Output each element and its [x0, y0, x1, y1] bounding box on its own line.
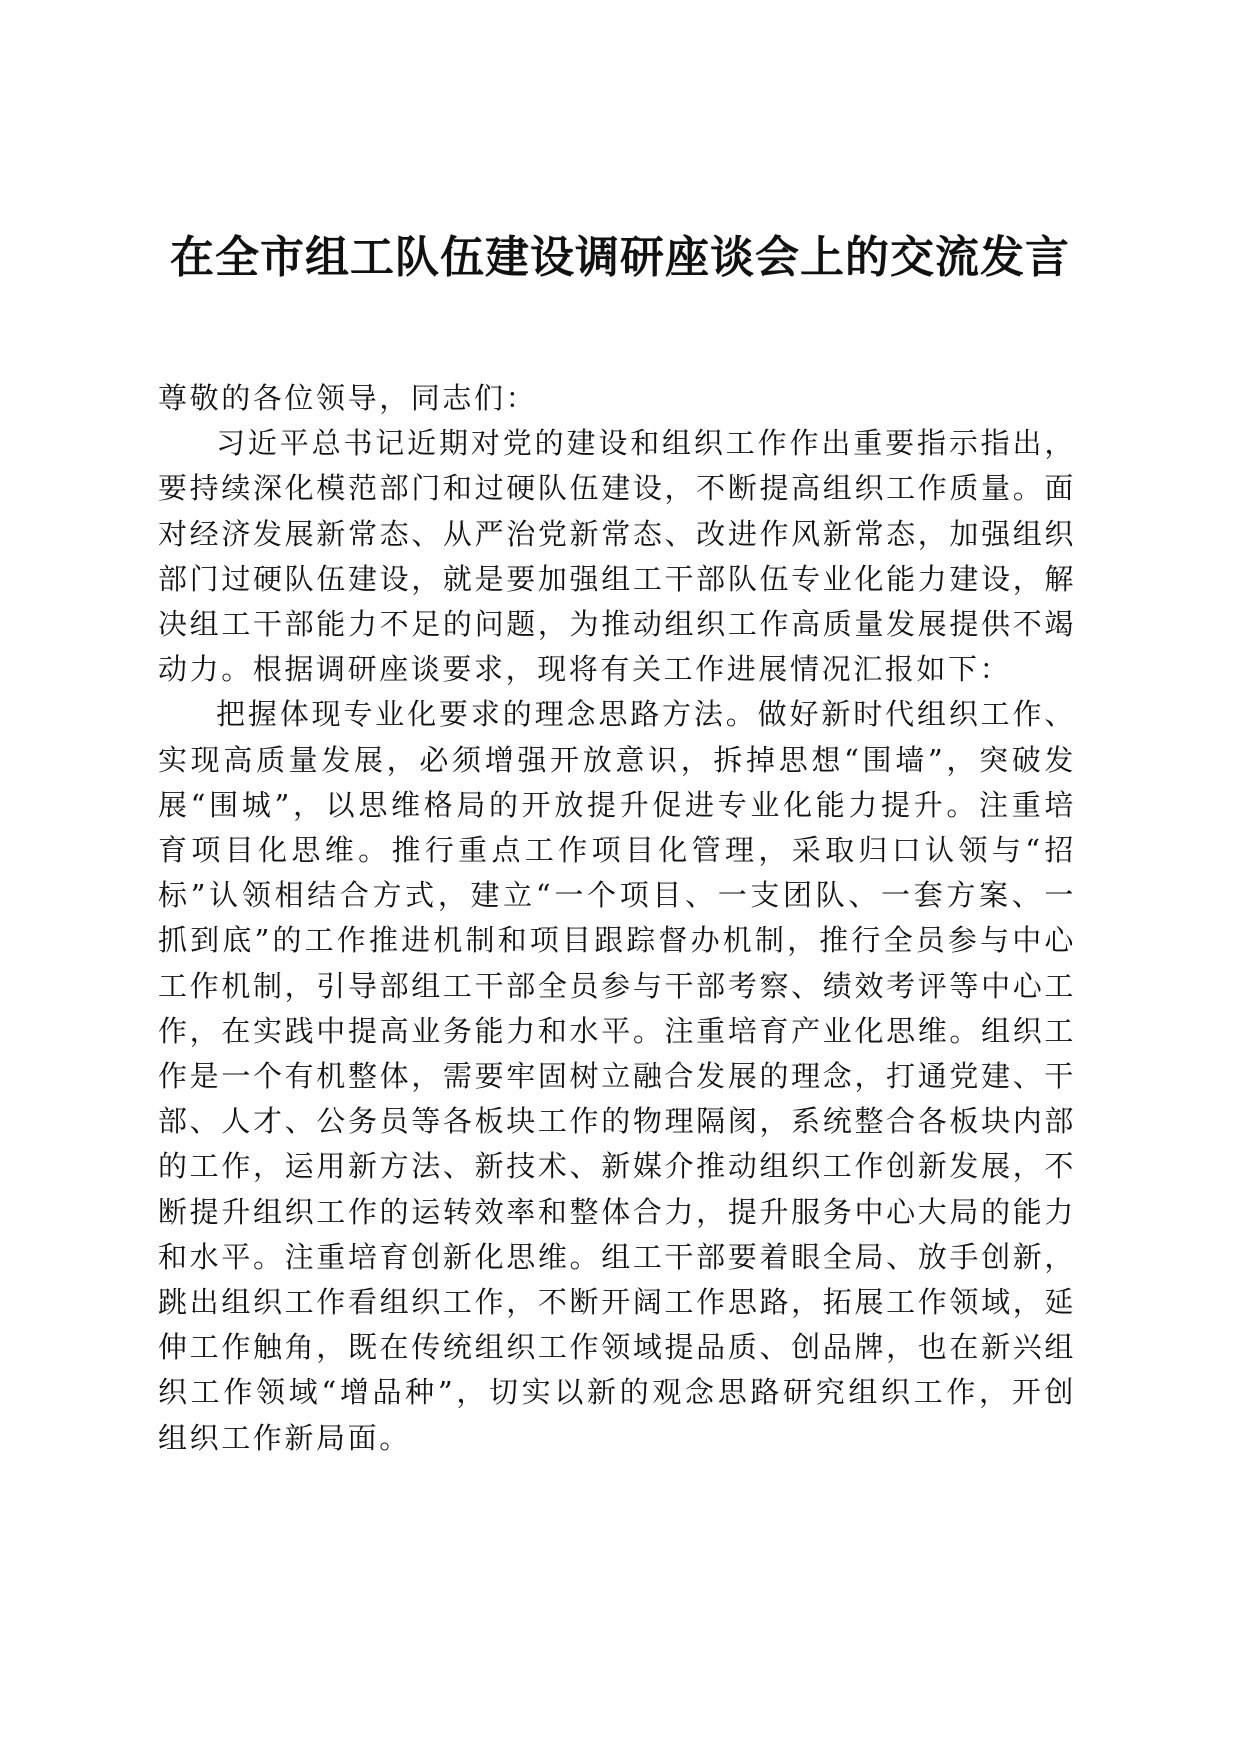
paragraph-intro: 习近平总书记近期对党的建设和组织工作作出重要指示指出，要持续深化模范部门和过硬队伍建设，不断提高组织工作质量。面对经济发展新常态、从严治党新常态、改进作风新常态，加强组织部门过硬队伍建设，就是要加强组工干部队伍专业化能力建设，解决组工干部能力不足的问题，为推动组织工作高质量发展提供不竭动力。根据调研座谈要求，现将有关工作进展情况汇报如下：	[158, 426, 1076, 687]
paragraph-main: 把握体现专业化要求的理念思路方法。做好新时代组织工作、实现高质量发展，必须增强开放意识，拆掉思想“围墙”，突破发展“围城”，以思维格局的开放提升促进专业化能力提升。注重培育项目化思维。推行重点工作项目化管理，采取归口认领与“招标”认领相结合方式，建立“一个项目、一支团队、一套方案、一抓到底”的工作推进机制和项目跟踪督办机制，推行全员参与中心工作机制，引导部组工干部全员参与干部考察、绩效考评等中心工作，在实践中提高业务能力和水平。注重培育产业化思维。组织工作是一个有机整体，需要牢固树立融合发展的理念，打通党建、干部、人才、公务员等各板块工作的物理隔阂，系统整合各板块内部的工作，运用新方法、新技术、新媒介推动组织工作创新发展，不断提升组织工作的运转效率和整体合力，提升服务中心大局的能力和水平。注重培育创新化思维。组工干部要着眼全局、放手创新，跳出组织工作看组织工作，不断开阔工作思路，拓展工作领域，延伸工作触角，既在传统组织工作领域提品质、创品牌，也在新兴组织工作领域“增品种”，切实以新的观念思路研究组织工作，开创组织工作新局面。	[158, 697, 1076, 1455]
document-body	[158, 376, 1076, 1461]
document-title: 在全市组工队伍建设调研座谈会上的交流发言	[170, 232, 1070, 283]
salutation: 尊敬的各位领导，同志们：	[158, 381, 538, 415]
